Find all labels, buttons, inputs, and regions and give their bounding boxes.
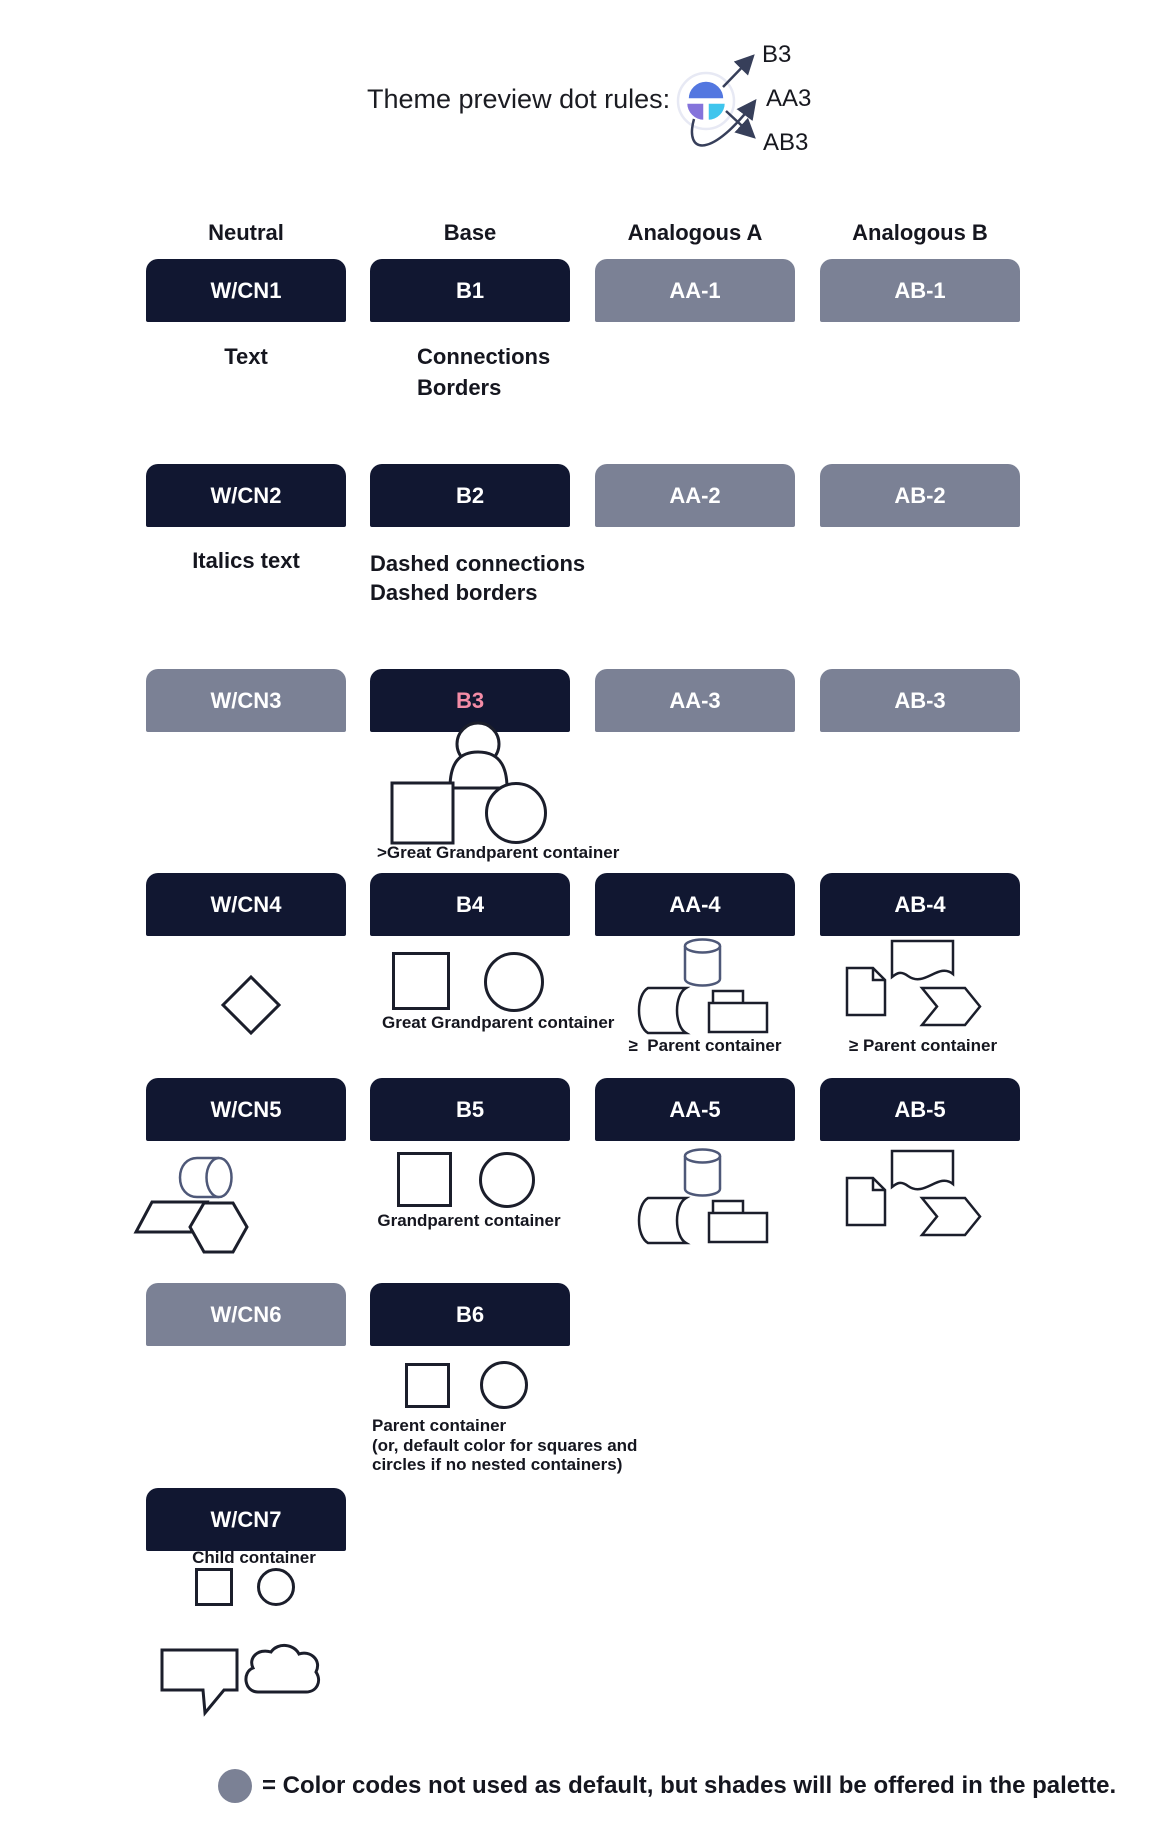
column-header-analogous-b: Analogous B xyxy=(852,220,988,245)
caption-grandparent: Grandparent container xyxy=(377,1211,561,1230)
pill-b1: B1 xyxy=(370,259,570,322)
stored-data-icon xyxy=(639,1198,686,1243)
pill-ab5: AB-5 xyxy=(820,1078,1020,1141)
dot-label-aa3: AA3 xyxy=(766,85,812,112)
circle-shape xyxy=(257,1568,295,1606)
pill-wcn1: W/CN1 xyxy=(146,259,346,322)
speech-bubble-icon xyxy=(162,1650,237,1713)
cloud-icon xyxy=(246,1645,319,1692)
page-icon xyxy=(847,1178,885,1225)
wcn5-shape-group xyxy=(125,1145,260,1260)
caption-ge-parent-aa4: ≥ Parent container xyxy=(628,1036,782,1055)
pill-aa5: AA-5 xyxy=(595,1078,795,1141)
pill-ab3: AB-3 xyxy=(820,669,1020,732)
dot-label-b3: B3 xyxy=(762,41,792,68)
label-dashed-borders: Dashed borders xyxy=(370,580,538,605)
arrow-to-ab3-icon xyxy=(726,111,754,137)
pill-aa3: AA-3 xyxy=(595,669,795,732)
horizontal-cylinder-cap-icon xyxy=(207,1158,232,1197)
chevron-icon xyxy=(922,988,980,1025)
wavy-document-icon xyxy=(892,1151,953,1189)
label-connections-borders xyxy=(417,341,550,403)
pill-wcn7: W/CN7 xyxy=(146,1488,346,1551)
column-header-base: Base xyxy=(443,220,497,245)
pill-wcn4: W/CN4 xyxy=(146,873,346,936)
pill-aa2: AA-2 xyxy=(595,464,795,527)
caption-great-grandparent: Great Grandparent container xyxy=(382,1013,615,1032)
pill-b4: B4 xyxy=(370,873,570,936)
wavy-document-icon xyxy=(892,941,953,979)
pill-wcn2: W/CN2 xyxy=(146,464,346,527)
diamond-shape xyxy=(220,974,282,1036)
caption-great-grandparent-gt: >Great Grandparent container xyxy=(377,843,620,862)
square-shape xyxy=(195,1568,233,1606)
pill-wcn5: W/CN5 xyxy=(146,1078,346,1141)
b3-shape-group xyxy=(370,715,590,850)
pill-wcn3: W/CN3 xyxy=(146,669,346,732)
pill-ab4: AB-4 xyxy=(820,873,1020,936)
caption-parent-line3: circles if no nested containers) xyxy=(372,1455,623,1474)
wcn7-shape-group xyxy=(155,1640,335,1720)
cylinder-top-icon xyxy=(685,940,720,953)
aa5-shape-group xyxy=(625,1140,785,1250)
column-header-neutral: Neutral xyxy=(208,220,284,245)
label-borders: Borders xyxy=(417,375,502,400)
slate-dot-icon xyxy=(218,1769,252,1803)
circle-shape xyxy=(479,1152,535,1208)
stored-data-icon xyxy=(639,988,686,1033)
cylinder-top-icon xyxy=(685,1150,720,1163)
pill-ab2: AB-2 xyxy=(820,464,1020,527)
label-dashed-connections: Dashed connections xyxy=(370,551,586,576)
page-title: Theme preview dot rules: xyxy=(367,84,671,114)
label-italics-text: Italics text xyxy=(192,548,300,573)
pill-aa1: AA-1 xyxy=(595,259,795,322)
square-shape xyxy=(392,952,450,1010)
folder-icon xyxy=(709,1213,767,1242)
pill-b5: B5 xyxy=(370,1078,570,1141)
pill-wcn6: W/CN6 xyxy=(146,1283,346,1346)
theme-preview-dot-diagram xyxy=(630,25,860,175)
hexagon-icon xyxy=(190,1203,247,1252)
chevron-icon xyxy=(922,1198,980,1235)
square-shape xyxy=(392,783,453,843)
ab4-shape-group xyxy=(830,930,1000,1040)
square-shape xyxy=(405,1363,450,1408)
column-header-analogous-a: Analogous A xyxy=(627,220,763,245)
arrow-to-b3-icon xyxy=(723,56,753,87)
aa4-shape-group xyxy=(625,930,785,1040)
pill-b3: B3 xyxy=(370,669,570,732)
pill-aa4: AA-4 xyxy=(595,873,795,936)
dot-label-ab3: AB3 xyxy=(763,129,809,156)
label-text: Text xyxy=(224,344,268,369)
pill-b6: B6 xyxy=(370,1283,570,1346)
caption-parent-line2: (or, default color for squares and xyxy=(372,1435,638,1455)
pill-ab1: AB-1 xyxy=(820,259,1020,322)
caption-parent xyxy=(372,1416,637,1475)
circle-shape xyxy=(480,1361,528,1409)
circle-shape xyxy=(487,784,546,843)
caption-child: Child container xyxy=(192,1548,316,1567)
folder-icon xyxy=(709,1003,767,1032)
caption-parent-line1: Parent container xyxy=(372,1416,507,1435)
label-connections: Connections xyxy=(417,344,551,369)
ab5-shape-group xyxy=(830,1140,1000,1250)
page-icon xyxy=(847,968,885,1015)
footnote: = Color codes not used as default, but shades will be offered in the palette. xyxy=(262,1772,1117,1799)
person-body-icon xyxy=(450,752,507,788)
square-shape xyxy=(397,1152,452,1207)
label-dashed xyxy=(370,549,585,607)
caption-ge-parent-ab4: ≥ Parent container xyxy=(848,1036,998,1055)
pill-b2: B2 xyxy=(370,464,570,527)
circle-shape xyxy=(484,952,544,1012)
